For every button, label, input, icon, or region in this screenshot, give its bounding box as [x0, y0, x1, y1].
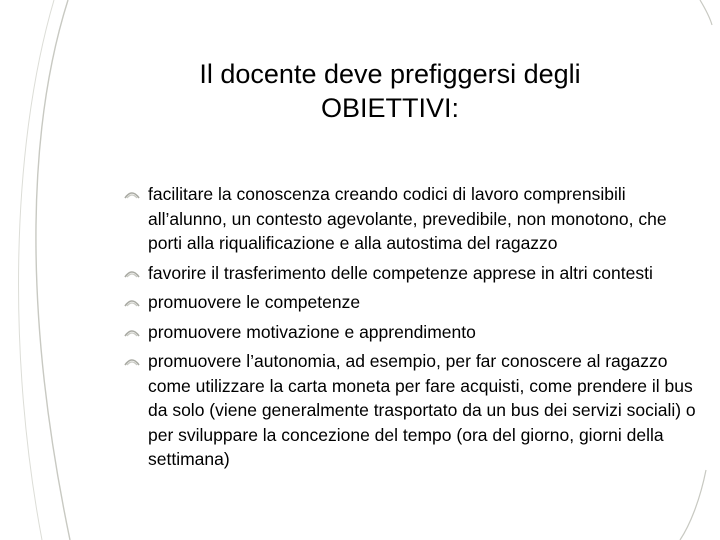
bullet-item: [120, 349, 700, 472]
slide-title-line-2: OBIETTIVI:: [320, 93, 460, 123]
bullet-item: [120, 290, 700, 315]
right-arc-decoration: [680, 470, 706, 540]
bullet-text: promuovere l’autonomia, ad esempio, per far conoscere al ragazzo come utilizzare la carta moneta per fare acquisti, come prendere il bus da solo (viene generalmente trasportato da un bus dei servizi sociali) o per sviluppare la concezione del tempo (ora del giorno, giorni della settimana): [148, 351, 696, 469]
right-arc-decoration-top: [700, 0, 712, 25]
slide-title: [150, 57, 630, 125]
bullet-text: facilitare la conoscenza creando codici di lavoro comprensibili all’alunno, un contesto agevolante, prevedibile, non monotono, che porti alla riqualificazione e alla autostima del ragazzo: [148, 184, 667, 253]
arc-bullet-icon: [122, 267, 142, 279]
left-arc-decoration: [36, 0, 70, 540]
bullet-item: [120, 261, 700, 286]
arc-bullet-icon: [122, 355, 142, 367]
bullet-text: promuovere motivazione e apprendimento: [148, 321, 476, 342]
bullet-text: favorire il trasferimento delle competenze apprese in altri contesti: [148, 262, 653, 283]
bullet-item: [120, 320, 700, 345]
bullet-item: [120, 182, 700, 256]
bullet-text: promuovere le competenze: [148, 292, 361, 312]
bullet-list: [120, 182, 700, 477]
arc-bullet-icon: [122, 188, 142, 200]
arc-bullet-icon: [122, 326, 142, 338]
arc-bullet-icon: [122, 296, 142, 308]
slide-title-line-1: Il docente deve prefiggersi degli: [199, 59, 581, 89]
